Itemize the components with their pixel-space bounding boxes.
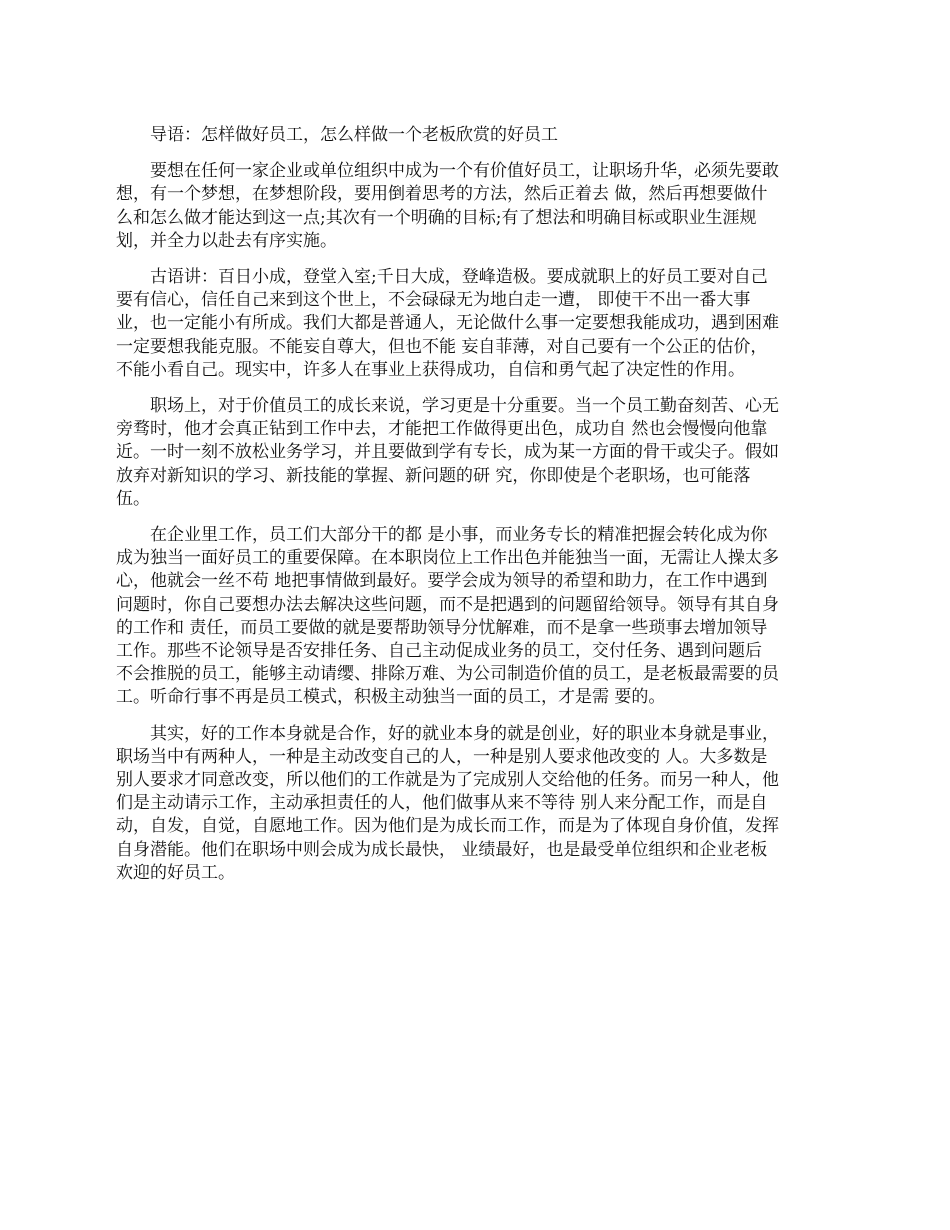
paragraph-line: 不会推脱的员工，能够主动请缨、排除万难、为公司制造价值的员工，是老板最需要的员 [116,664,779,685]
paragraph-line: 要想在任何一家企业或单位组织中成为一个有价值好员工，让职场升华，必须先要敢 [150,161,779,182]
paragraph-line: 欢迎的好员工。 [116,862,235,883]
paragraph-line: 放弃对新知识的学习、新技能的掌握、新问题的研 究，你即使是个老职场，也可能落 [116,465,751,486]
paragraph-line: 旁骛时，他才会真正钻到工作中去，才能把工作做得更出色，成功自 然也会慢慢向他靠 [116,419,768,440]
paragraph-2 [116,266,834,382]
paragraph-3 [116,395,834,511]
paragraph-line: 工。听命行事不再是员工模式，积极主动独当一面的员工，才是需 要的。 [116,687,666,708]
paragraph-1 [116,160,834,253]
paragraph-line: 一定要想我能克服。不能妄自尊大，但也不能 妄自菲薄，对自己要有一个公正的估价， [116,336,768,357]
paragraph-line: 古语讲：百日小成，登堂入室;千日大成，登峰造极。要成就职上的好员工要对自己 [150,267,768,288]
paragraph-line: 的工作和 责任，而员工要做的就是要帮助领导分忧解难，而不是拿一些琐事去增加领导 [116,617,768,638]
paragraph-line: 业，也一定能小有所成。我们大都是普通人，无论做什么事一定要想我能成功，遇到困难 [116,313,779,334]
paragraph-5 [116,723,834,885]
paragraph-line: 划，并全力以赴去有序实施。 [116,230,337,251]
paragraph-line: 心，他就会一丝不苟 地把事情做到最好。要学会成为领导的希望和助力，在工作中遇到 [116,571,768,592]
document-title: 导语：怎样做好员工，怎么样做一个老板欣赏的好员工 [150,125,558,145]
paragraph-4 [116,524,834,710]
paragraph-line: 伍。 [116,488,150,509]
paragraph-line: 别人要求才同意改变，所以他们的工作就是为了完成别人交给他的任务。而另一种人，他 [116,770,779,791]
paragraph-line: 近。一时一刻不放松业务学习，并且要做到学有专长，成为某一方面的骨干或尖子。假如 [116,442,779,463]
paragraph-line: 在企业里工作，员工们大部分干的都 是小事，而业务专长的精准把握会转化成为你 [150,525,768,546]
paragraph-line: 想，有一个梦想，在梦想阶段，要用倒着思考的方法，然后正着去 做，然后再想要做什 [116,184,768,205]
paragraph-line: 职场当中有两种人，一种是主动改变自己的人，一种是别人要求他改变的 人。大多数是 [116,746,768,767]
document-page [116,124,834,898]
paragraph-line: 其实，好的工作本身就是合作，好的就业本身的就是创业，好的职业本身就是事业， [150,723,779,744]
paragraph-line: 职场上，对于价值员工的成长来说，学习更是十分重要。当一个员工勤奋刻苦、心无 [150,396,779,417]
paragraph-line: 工作。那些不论领导是否安排任务、自己主动促成业务的员工，交付任务、遇到问题后 [116,641,762,662]
paragraph-line: 么和怎么做才能达到这一点;其次有一个明确的目标;有了想法和明确目标或职业生涯规 [116,207,757,228]
paragraph-line: 要有信心，信任自己来到这个世上，不会碌碌无为地白走一遭， 即使干不出一番大事 [116,290,751,311]
paragraph-line: 问题时，你自己要想办法去解决这些问题，而不是把遇到的问题留给领导。领导有其自身 [116,594,779,615]
paragraph-line: 不能小看自己。现实中，许多人在事业上获得成功，自信和勇气起了决定性的作用。 [116,359,745,380]
paragraph-line: 动，自发，自觉，自愿地工作。因为他们是为成长而工作，而是为了体现自身价值，发挥 [116,816,779,837]
paragraph-line: 们是主动请示工作，主动承担责任的人，他们做事从来不等待 别人来分配工作，而是自 [116,793,768,814]
paragraph-line: 自身潜能。他们在职场中则会成为成长最快， 业绩最好，也是最受单位组织和企业老板 [116,839,768,860]
paragraph-line: 成为独当一面好员工的重要保障。在本职岗位上工作出色并能独当一面，无需让人操太多 [116,548,779,569]
